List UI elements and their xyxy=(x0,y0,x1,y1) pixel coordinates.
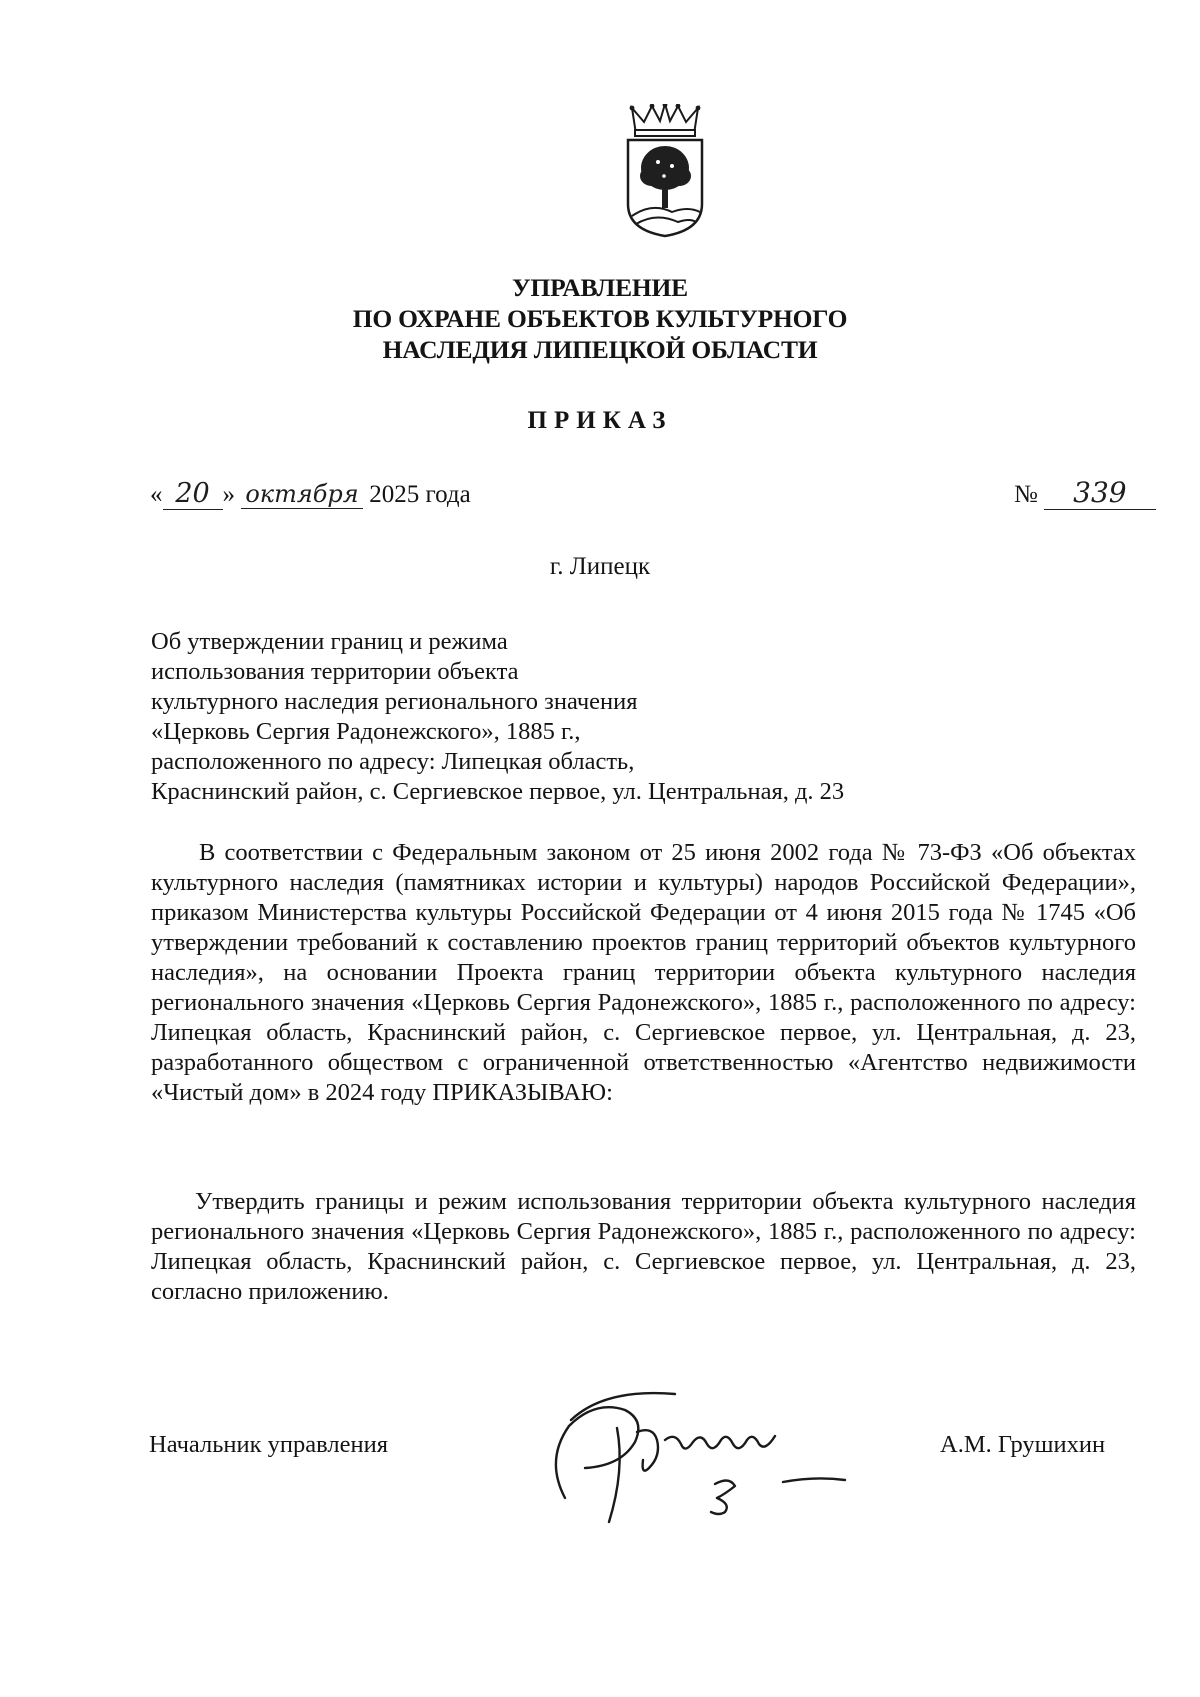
resolution-paragraph: Утвердить границы и режим использования территории объекта культурного наследия регионального значения «Церковь Сергия Радонежского», 1885 г., расположенного по адресу: Липецкая область, Краснинский район, с. Сергиевское первое, ул. Центральная, д. 23, согласно приложению. xyxy=(151,1188,1136,1305)
authority-line-3: НАСЛЕДИЯ ЛИПЕЦКОЙ ОБЛАСТИ xyxy=(382,335,818,364)
subject-line: культурного наследия регионального значения xyxy=(151,688,638,715)
coat-of-arms-icon xyxy=(622,104,708,238)
preamble xyxy=(151,838,1136,1108)
signature-image xyxy=(525,1380,895,1530)
date-month: октября xyxy=(241,480,363,509)
subject-line: Краснинский район, с. Сергиевское первое, ул. Центральная, д. 23 xyxy=(151,778,845,805)
signer-name: А.М. Грушихин xyxy=(940,1431,1106,1458)
number-value: 339 xyxy=(1044,476,1156,510)
document-type: ПРИКАЗ xyxy=(527,407,673,434)
resolution xyxy=(151,1187,1136,1307)
date-quote-close: » xyxy=(222,481,235,508)
document-number xyxy=(1014,476,1156,510)
number-label: № xyxy=(1014,481,1038,508)
authority-line-2: ПО ОХРАНЕ ОБЪЕКТОВ КУЛЬТУРНОГО xyxy=(352,304,848,333)
subject-line: расположенного по адресу: Липецкая область, xyxy=(151,748,635,775)
document-subject xyxy=(151,627,844,807)
document-date xyxy=(150,478,471,510)
subject-line: Об утверждении границ и режима xyxy=(151,628,508,655)
date-quote-open: « xyxy=(150,481,163,508)
signer-position: Начальник управления xyxy=(149,1431,388,1458)
authority-line-1: УПРАВЛЕНИЕ xyxy=(511,273,688,302)
issuing-authority xyxy=(300,272,900,365)
preamble-paragraph: В соответствии с Федеральным законом от 25 июня 2002 года № 73-ФЗ «Об объектах культурного наследия (памятниках истории и культуры) народов Российской Федерации», приказом Министерства культуры Российской Федерации от 4 июня 2015 года № 1745 «Об утверждении требований к составлению проектов границ территорий объектов культурного наследия», на основании Проекта границ территории объекта культурного наследия регионального значения «Церковь Сергия Радонежского», 1885 г., расположенного по адресу: Липецкая область, Краснинский район, с. Сергиевское первое, ул. Центральная, д. 23, разработанного обществом с ограниченной ответственностью «Агентство недвижимости «Чистый дом» в 2024 году ПРИКАЗЫВАЮ: xyxy=(151,839,1136,1106)
subject-line: использования территории объекта xyxy=(151,658,519,685)
date-day: 20 xyxy=(163,478,223,510)
date-year: 2025 года xyxy=(369,481,471,508)
subject-line: «Церковь Сергия Радонежского», 1885 г., xyxy=(151,718,581,745)
issue-city: г. Липецк xyxy=(549,553,651,580)
